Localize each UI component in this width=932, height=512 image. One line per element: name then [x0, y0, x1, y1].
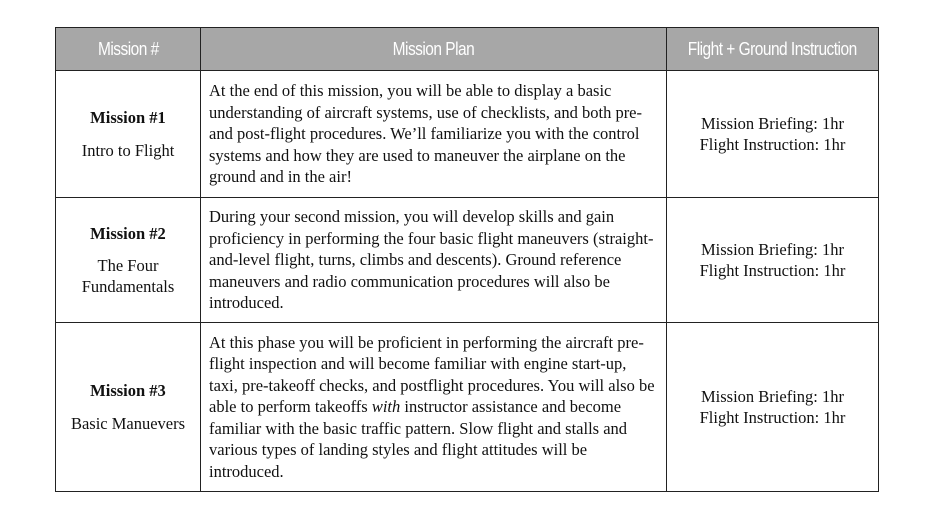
header-flight-ground-instruction: Flight + Ground Instruction — [667, 28, 879, 71]
instruction-cell — [667, 323, 879, 492]
flight-instruction-time: Flight Instruction: 1hr — [699, 135, 846, 154]
briefing-time: Mission Briefing: 1hr — [701, 113, 844, 133]
mission-plan-text: At the end of this mission, you will be able to display a basic understanding of aircraft systems, use of checklists, and both pre- and post-flight procedures. We’ll familiarize you with the control systems and how they are used to maneuver the airplane on the ground and in the air! — [201, 71, 667, 198]
briefing-time: Mission Briefing: 1hr — [701, 239, 844, 259]
mission-table-container — [55, 27, 878, 492]
table-row — [56, 323, 879, 492]
mission-name: Basic Manuevers — [70, 413, 186, 433]
mission-name: Intro to Flight — [81, 140, 175, 160]
flight-instruction-time: Flight Instruction: 1hr — [699, 408, 846, 427]
instruction-cell — [667, 71, 879, 198]
table-row — [56, 198, 879, 323]
table-header-row — [56, 28, 879, 71]
mission-plan-text: During your second mission, you will develop skills and gain proficiency in performing the four basic flight maneuvers (straight-and-level flight, turns, climbs and descents). Ground reference maneuvers and radio communication procedures will also be introduced. — [201, 198, 667, 323]
mission-number: Mission #1 — [90, 108, 166, 127]
table-row — [56, 71, 879, 198]
plan-text-before: At this phase you will be proficient in performing the aircraft pre-flight inspection and will become familiar with engine start-up, taxi, pre-takeoff checks, and postflight procedures. You will also be able to perform takeoffs — [209, 332, 655, 417]
mission-cell — [56, 198, 201, 323]
mission-name-line-2: Fundamentals — [81, 277, 175, 297]
mission-plan-text — [201, 323, 667, 492]
plan-text-emphasis: with — [371, 397, 401, 417]
briefing-time: Mission Briefing: 1hr — [701, 386, 844, 406]
mission-table — [55, 27, 879, 492]
plan-text-after: instructor assistance and become familiar with the basic traffic pattern. Slow flight and stalls and various types of landing styles and flight attitudes will be introduced. — [209, 397, 628, 481]
header-mission-plan: Mission Plan — [201, 28, 667, 71]
instruction-cell — [667, 198, 879, 323]
header-mission-number: Mission # — [56, 28, 201, 71]
mission-number: Mission #2 — [90, 223, 166, 243]
flight-instruction-time: Flight Instruction: 1hr — [699, 261, 846, 280]
mission-number: Mission #3 — [90, 381, 166, 400]
mission-name-line-1: The Four — [97, 256, 159, 276]
mission-cell — [56, 71, 201, 198]
mission-cell — [56, 323, 201, 492]
